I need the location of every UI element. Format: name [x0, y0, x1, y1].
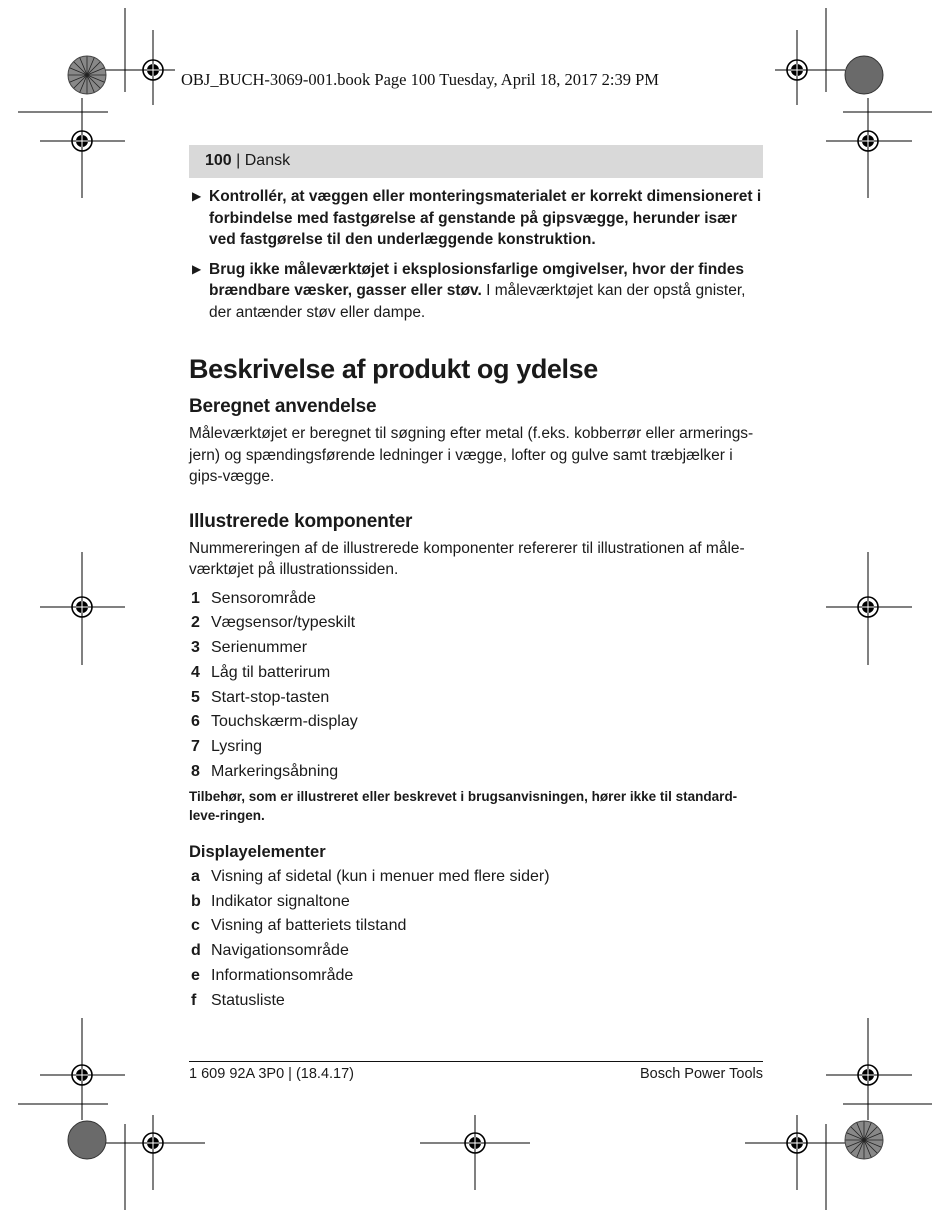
intended-use-text: Måleværktøjet er beregnet til søgning efter metal (f.eks. kobberrør eller armerings-jern) og spændingsførende ledninger i vægge, lofter og gulve samt træbjælker i gips-vægge. [189, 425, 754, 485]
components-heading: Illustrerede komponenter [189, 510, 413, 532]
item-number: 2 [191, 614, 200, 632]
accessories-note: Tilbehør, som er illustreret eller beskrevet i brugsanvisningen, hører ikke til standard-leve-ringen. [189, 788, 738, 823]
item-label: Sensorområde [211, 589, 316, 607]
footer-doc-number: 1 609 92A 3P0 | (18.4.17) [189, 1066, 355, 1082]
item-letter: a [191, 867, 200, 885]
page-number: 100 [205, 152, 232, 169]
list-item [189, 939, 763, 964]
item-label: Låg til batterirum [211, 663, 331, 681]
item-number: 5 [191, 688, 200, 706]
list-item [189, 636, 763, 661]
list-item [189, 914, 763, 939]
item-label: Navigationsområde [211, 942, 349, 960]
item-number: 7 [191, 738, 200, 756]
page-content [189, 186, 763, 1014]
list-item [189, 865, 763, 890]
item-label: Visning af sidetal (kun i menuer med flere sider) [211, 867, 550, 885]
page-language: Dansk [244, 152, 291, 169]
page-header-text: 100 | Dansk [205, 152, 291, 169]
item-label: Touchskærm-display [211, 713, 358, 731]
list-item [189, 587, 763, 612]
item-letter: b [191, 892, 201, 910]
warning-text: I måleværktøjet kan der opstå gnister, der antænder støv eller dampe. [209, 282, 746, 321]
item-label: Vægsensor/typeskilt [211, 614, 356, 632]
list-item [189, 989, 763, 1014]
item-label: Statusliste [211, 991, 285, 1009]
item-number: 3 [191, 639, 200, 657]
item-label: Lysring [211, 738, 262, 756]
bullet-arrow-icon: ▶ [192, 261, 202, 276]
item-label: Serienummer [211, 639, 308, 657]
bullet-arrow-icon: ▶ [192, 189, 202, 203]
warning-bold-text: Kontrollér, at væggen eller monteringsmaterialet er korrekt dimensioneret i forbindelse med fastgørelse af genstande på gipsvægge, herunder især ved fastgørelse til den underlæggende konstruktion. [209, 188, 762, 248]
item-letter: e [191, 967, 200, 985]
intended-use-heading: Beregnet anvendelse [189, 396, 377, 417]
warning-item [189, 259, 763, 324]
list-item [189, 686, 763, 711]
item-number: 8 [191, 763, 200, 781]
item-label: Markeringsåbning [211, 763, 339, 781]
components-intro: Nummereringen af de illustrerede komponenter refererer til illustrationen af måle-værktøjet på illustrationssiden. [189, 539, 745, 578]
item-label: Start-stop-tasten [211, 688, 330, 706]
print-slug: OBJ_BUCH-3069-001.book Page 100 Tuesday, April 18, 2017 2:39 PM [181, 70, 659, 89]
item-letter: d [191, 942, 201, 960]
warning-bold-text: Brug ikke måleværktøjet i eksplosionsfarlige omgivelser, hvor der findes brændbare væsker, gasser eller støv. [209, 260, 744, 299]
list-item [189, 661, 763, 686]
list-item [189, 611, 763, 636]
item-number: 4 [191, 663, 200, 681]
page-footer [189, 1061, 763, 1082]
warning-item [189, 186, 763, 251]
section-title: Beskrivelse af produkt og ydelse [189, 354, 598, 384]
item-label: Indikator signaltone [211, 892, 350, 910]
item-label: Informationsområde [211, 967, 354, 985]
item-number: 1 [191, 589, 200, 607]
components-list [189, 587, 763, 785]
list-item [189, 964, 763, 989]
list-item [189, 710, 763, 735]
item-letter: f [191, 991, 197, 1009]
footer-brand: Bosch Power Tools [639, 1066, 763, 1082]
list-item [189, 735, 763, 760]
item-label: Visning af batteriets tilstand [211, 917, 407, 935]
item-number: 6 [191, 713, 200, 731]
list-item [189, 760, 763, 785]
display-heading: Displayelementer [189, 842, 326, 861]
page-header [189, 145, 763, 178]
display-list [189, 865, 763, 1014]
list-item [189, 890, 763, 915]
item-letter: c [191, 917, 200, 935]
